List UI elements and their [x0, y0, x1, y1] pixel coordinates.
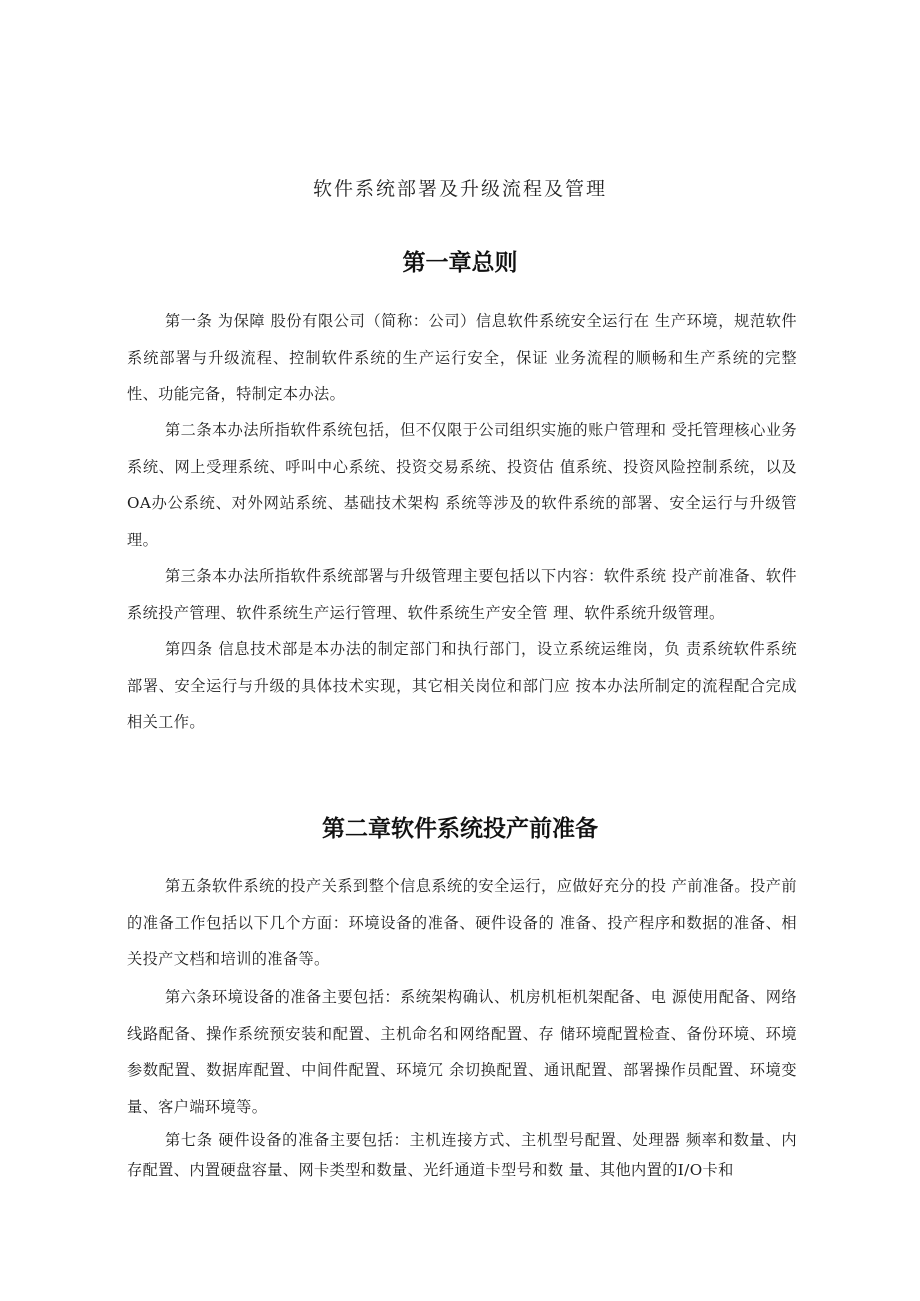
article-7: 第七条 硬件设备的准备主要包括：主机连接方式、主机型号配置、处理器 频率和数量、内存配置、内置硬盘容量、网卡类型和数量、光纤通道卡型号和数 量、其他内置的I/O卡和	[127, 1131, 797, 1179]
chapter-1-heading: 第一章总则	[402, 250, 518, 276]
article-3: 第三条本办法所指软件系统部署与升级管理主要包括以下内容：软件系统 投产前准备、软件系统投产管理、软件系统生产运行管理、软件系统生产安全管 理、软件系统升级管理。	[127, 567, 797, 622]
article-1: 第一条 为保障 股份有限公司（简称：公司）信息软件系统安全运行在 生产环境，规范软件系统部署与升级流程、控制软件系统的生产运行安全，保证 业务流程的顺畅和生产系统的完整性、功能完备，特制定本办法。	[127, 312, 797, 404]
article-2: 第二条本办法所指软件系统包括，但不仅限于公司组织实施的账户管理和 受托管理核心业务系统、网上受理系统、呼叫中心系统、投资交易系统、投资估 值系统、投资风险控制系统，以及OA办公系统、对外网站系统、基础技术架构 系统等涉及的软件系统的部署、安全运行与升级管理。	[127, 421, 797, 549]
chapter-2-heading: 第二章软件系统投产前准备	[322, 816, 598, 842]
article-5: 第五条软件系统的投产关系到整个信息系统的安全运行，应做好充分的投 产前准备。投产前的准备工作包括以下几个方面：环境设备的准备、硬件设备的 准备、投产程序和数据的准备、相关投产文档和培训的准备等。	[127, 877, 797, 969]
article-6: 第六条环境设备的准备主要包括：系统架构确认、机房机柜机架配备、电 源使用配备、网络线路配备、操作系统预安装和配置、主机命名和网络配置、存 储环境配置检查、备份环境、环境参数配置、数据库配置、中间件配置、环境冗 余切换配置、通讯配置、部署操作员配置、环境变量、客户端环境等。	[127, 988, 797, 1116]
article-4: 第四条 信息技术部是本办法的制定部门和执行部门，设立系统运维岗，负 责系统软件系统部署、安全运行与升级的具体技术实现，其它相关岗位和部门应 按本办法所制定的流程配合完成相关工作。	[127, 640, 797, 732]
document-title: 软件系统部署及升级流程及管理	[312, 178, 607, 200]
